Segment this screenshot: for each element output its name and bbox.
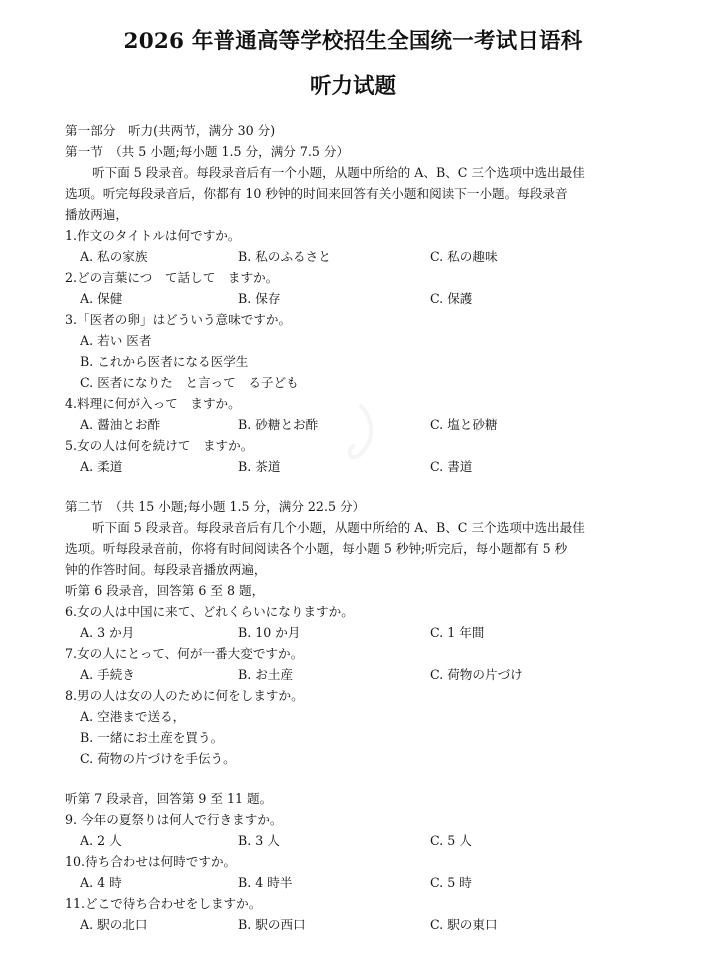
- option-b: B. 保存: [238, 291, 281, 306]
- option-b: B. 砂糖とお酢: [238, 417, 319, 432]
- option-b: B. 一緒にお土産を買う。: [80, 730, 224, 745]
- exam-title: 2026 年普通高等学校招生全国统一考试日语科: [123, 29, 583, 54]
- option-a: A. 空港まで送る，: [80, 709, 186, 724]
- question-stem: 2.どの言葉につ て話して ますか。: [65, 270, 279, 285]
- option-b: B. お土産: [238, 667, 294, 682]
- option-b: B. 4 時半: [238, 875, 293, 890]
- group-heading: 听第 7 段录音，回答第 9 至 11 题。: [65, 791, 273, 806]
- exam-subtitle: 听力试题: [309, 74, 396, 99]
- option-b: B. 駅の西口: [238, 917, 306, 932]
- option-b: B. 茶道: [238, 459, 281, 474]
- section2-instruction-line: 钟的作答时间。每段录音播放两遍，: [65, 562, 267, 577]
- section1-instruction-line: 播放两遍，: [65, 207, 128, 222]
- option-a: A. 4 時: [80, 875, 122, 890]
- question-stem: 1.作文のタイトルは何ですか。: [65, 228, 241, 243]
- question-stem: 7.女の人にとって、何が一番大変ですか。: [65, 646, 304, 661]
- option-c: C. 保護: [430, 291, 473, 306]
- question-stem: 10.待ち合わせは何時ですか。: [65, 854, 237, 869]
- question-stem: 6.女の人は中国に来て、どれくらいになりますか。: [65, 604, 354, 619]
- option-c: C. 荷物の片づけを手伝う。: [80, 751, 236, 766]
- part1-heading: 第一部分 听力(共两节，满分 30 分): [65, 123, 276, 138]
- option-b: B. 10 か月: [238, 625, 301, 640]
- option-a: A. 保健: [80, 291, 123, 306]
- question-stem: 9. 今年の夏祭りは何人で行きますか。: [65, 812, 283, 827]
- question-stem: 3.「医者の卵」はどういう意味ですか。: [65, 312, 292, 327]
- option-b: B. これから医者になる医学生: [80, 354, 249, 369]
- option-c: C. 5 時: [430, 875, 472, 890]
- option-c: C. 荷物の片づけ: [430, 667, 523, 682]
- section1-instruction-line: 听下面 5 段录音。每段录音后有一个小题，从题中所给的 A、B、C 三个选项中选出最佳: [92, 165, 585, 180]
- section1-heading: 第一节 （共 5 小题;每小题 1.5 分，满分 7.5 分）: [65, 144, 350, 159]
- question-stem: 5.女の人は何を続けて ますか。: [65, 438, 254, 453]
- question-stem: 11.どこで待ち合わせをしますか。: [65, 896, 262, 911]
- option-c: C. 駅の東口: [430, 917, 498, 932]
- option-b: B. 私のふるさと: [238, 249, 331, 264]
- option-a: A. 醤油とお酢: [80, 417, 161, 432]
- section2-heading: 第二节 （共 15 小题;每小题 1.5 分，满分 22.5 分）: [65, 499, 366, 514]
- option-c: C. 1 年間: [430, 625, 485, 640]
- option-c: C. 私の趣味: [430, 249, 498, 264]
- option-a: A. 手続き: [80, 667, 135, 682]
- option-b: B. 3 人: [238, 833, 280, 848]
- option-c: C. 医者になりた と言って る子ども: [80, 375, 299, 390]
- option-a: A. 柔道: [80, 459, 123, 474]
- option-c: C. 塩と砂糖: [430, 417, 498, 432]
- option-c: C. 書道: [430, 459, 473, 474]
- faint-mark: [330, 400, 390, 470]
- section2-instruction-line: 听下面 5 段录音。每段录音后有几个小题，从题中所给的 A、B、C 三个选项中选出最佳: [92, 520, 585, 535]
- section1-instruction-line: 选项。听完每段录音后，你都有 10 秒钟的时间来回答有关小题和阅读下一小题。每段录音: [65, 186, 568, 201]
- group-heading: 听第 6 段录音，回答第 6 至 8 题，: [65, 583, 265, 598]
- option-c: C. 5 人: [430, 833, 472, 848]
- question-stem: 8.男の人は女の人のために何をしますか。: [65, 688, 304, 703]
- option-a: A. 2 人: [80, 833, 122, 848]
- section2-instruction-line: 选项。听每段录音前，你将有时间阅读各个小题，每小题 5 秒钟;听完后，每小题都有 5 秒: [65, 541, 568, 556]
- option-a: A. 私の家族: [80, 249, 148, 264]
- option-a: A. 3 か月: [80, 625, 135, 640]
- option-a: A. 駅の北口: [80, 917, 148, 932]
- option-a: A. 若い 医者: [80, 333, 152, 348]
- question-stem: 4.料理に何が入って ますか。: [65, 396, 241, 411]
